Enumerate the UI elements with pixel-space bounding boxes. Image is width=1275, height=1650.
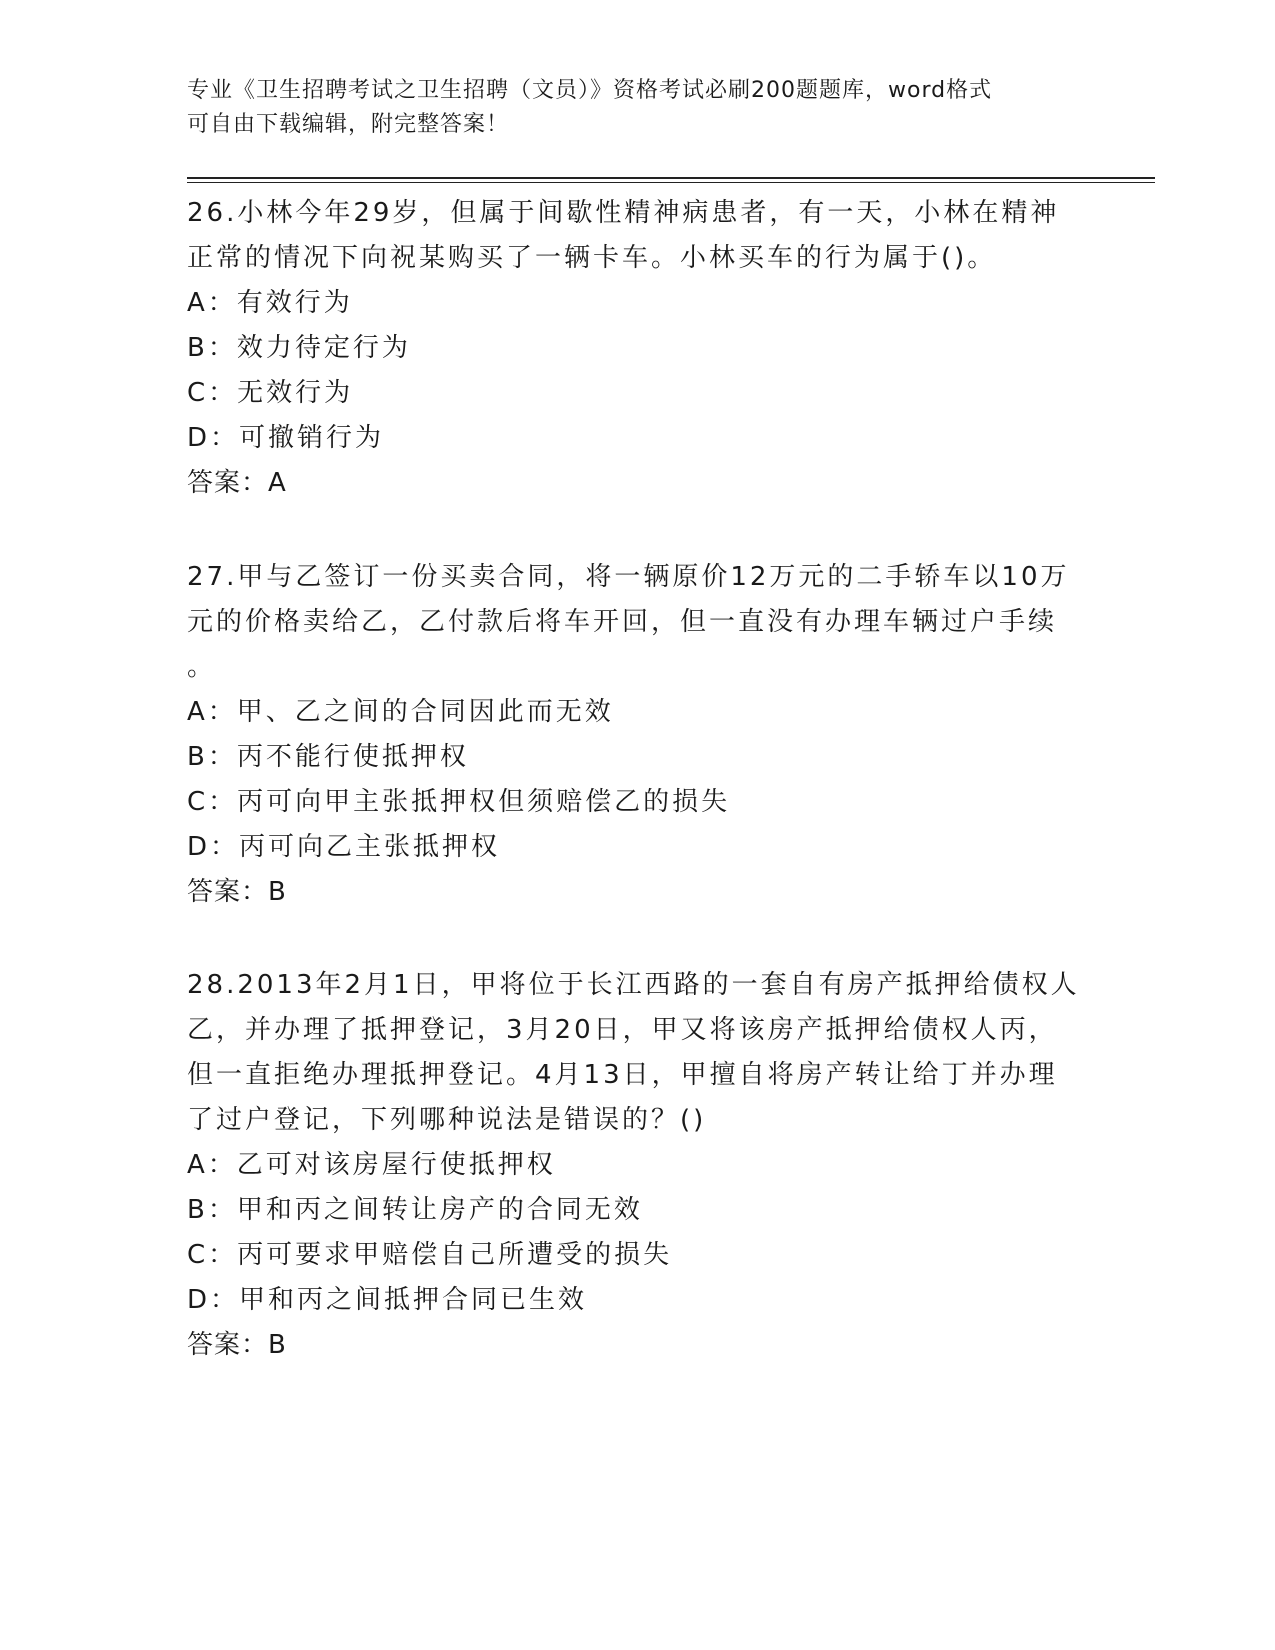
header-line-1: 专业《卫生招聘考试之卫生招聘（文员）》资格考试必刷200题题库，word格式	[187, 78, 993, 103]
answer-line: 答案：A	[187, 468, 287, 498]
question-stem-line: 正常的情况下向祝某购买了一辆卡车。小林买车的行为属于()。	[187, 243, 997, 273]
header-divider-thick	[187, 177, 1155, 179]
header-divider-thin	[187, 182, 1155, 183]
header-line-2: 可自由下载编辑，附完整答案！	[187, 112, 510, 137]
question-stem-line: 。	[187, 652, 217, 682]
question-stem-line: 27.甲与乙签订一份买卖合同，将一辆原价12万元的二手轿车以10万	[187, 562, 1070, 592]
option-c: C：丙可向甲主张抵押权但须赔偿乙的损失	[187, 787, 731, 817]
question-stem-line: 26.小林今年29岁，但属于间歇性精神病患者，有一天，小林在精神	[187, 198, 1060, 228]
question-27	[187, 555, 1087, 915]
option-b: B：甲和丙之间转让房产的合同无效	[187, 1195, 643, 1225]
question-stem-line: 乙，并办理了抵押登记，3月20日，甲又将该房产抵押给债权人丙，	[187, 1015, 1058, 1045]
option-c: C：丙可要求甲赔偿自己所遭受的损失	[187, 1240, 673, 1270]
question-stem-line: 但一直拒绝办理抵押登记。4月13日，甲擅自将房产转让给丁并办理	[187, 1060, 1058, 1090]
question-stem-line: 了过户登记，下列哪种说法是错误的？()	[187, 1105, 707, 1135]
document-header	[187, 74, 1067, 142]
option-d: D：丙可向乙主张抵押权	[187, 832, 501, 862]
option-d: D：甲和丙之间抵押合同已生效	[187, 1285, 588, 1315]
answer-line: 答案：B	[187, 1330, 287, 1360]
answer-line: 答案：B	[187, 877, 287, 907]
question-28	[187, 963, 1087, 1368]
option-c: C：无效行为	[187, 378, 354, 408]
option-b: B：丙不能行使抵押权	[187, 742, 469, 772]
question-stem-line: 元的价格卖给乙，乙付款后将车开回，但一直没有办理车辆过户手续	[187, 607, 1058, 637]
option-b: B：效力待定行为	[187, 333, 411, 363]
option-a: A：乙可对该房屋行使抵押权	[187, 1150, 556, 1180]
option-a: A：有效行为	[187, 288, 353, 318]
option-a: A：甲、乙之间的合同因此而无效	[187, 697, 614, 727]
option-d: D：可撤销行为	[187, 423, 385, 453]
question-stem-line: 28.2013年2月1日，甲将位于长江西路的一套自有房产抵押给债权人	[187, 970, 1080, 1000]
question-26	[187, 191, 1087, 506]
